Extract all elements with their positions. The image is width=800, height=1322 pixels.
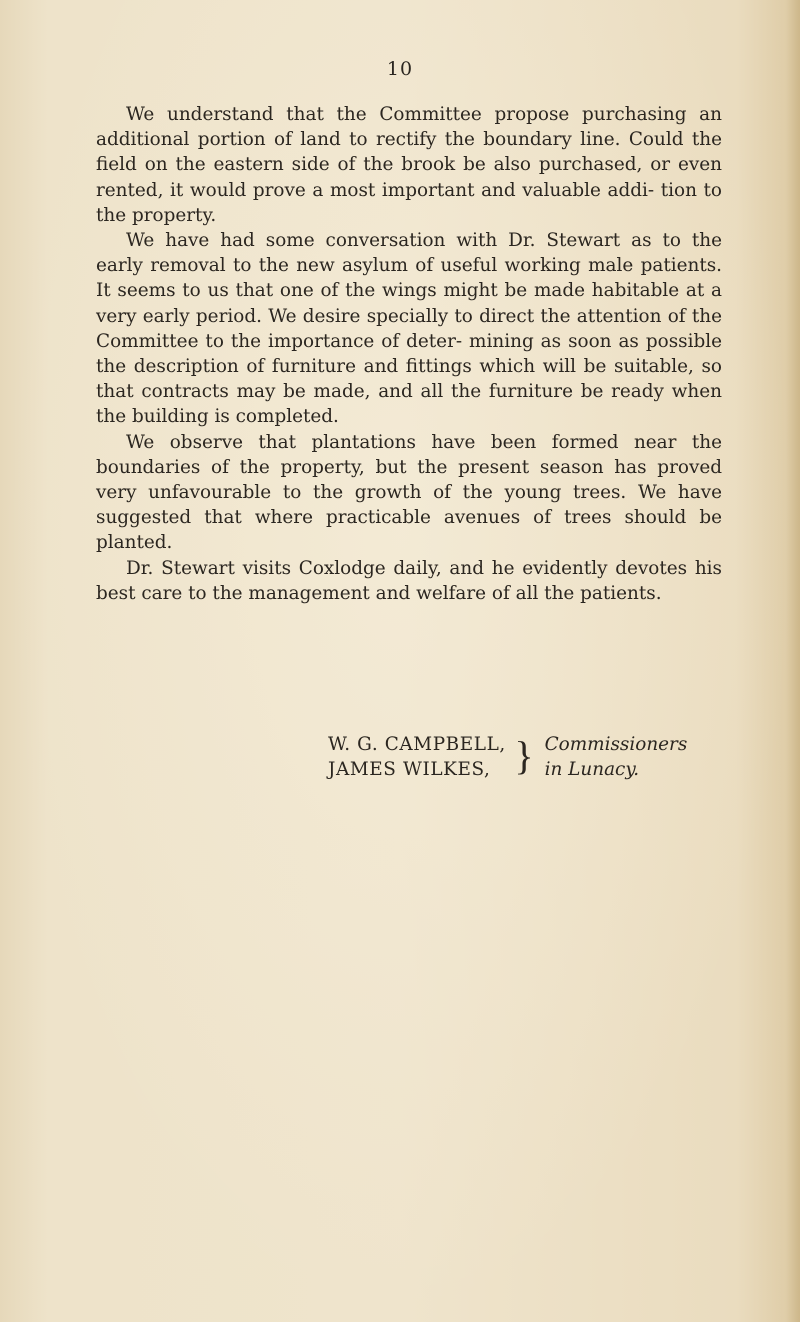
signatory-title: in Lunacy. <box>544 759 640 780</box>
report-body <box>96 102 722 606</box>
signatory-name: W. G. CAMPBELL, <box>328 734 506 755</box>
brace-icon: } <box>514 733 535 778</box>
paragraph-plantations: We observe that plantations have been formed near the boundaries of the property, but the present season has proved very unfavourable to the growth of the young trees. We have suggested that where practicable avenues of trees should be planted. <box>96 431 722 554</box>
page-number: 10 <box>386 58 414 80</box>
signatory-title: Commissioners <box>544 734 688 755</box>
signature-block <box>328 732 687 782</box>
page-edge-shadow <box>786 0 800 1322</box>
paragraph-patient-removal: We have had some conversation with Dr. Stewart as to the early removal to the new asylum of useful working male patients. It seems to us that one of the wings might be made habitable at a very early period. We desire specially to direct the attention of the Committee to the importance of deter- mining as soon as possible the description of furniture and fittings which will be suitable, so that contracts may be made, and all the furniture be ready when the building is completed. <box>96 230 722 428</box>
signatory-titles <box>545 732 688 782</box>
signatory-name: JAMES WILKES, <box>328 759 491 780</box>
signatory-names <box>328 732 506 782</box>
paragraph-land-purchase: We understand that the Committee propose purchasing an additional portion of land to rectify the boundary line. Could the field on the eastern side of the brook be also purchased, or even rented, it would prove a most important and valuable addi- tion to the property. <box>96 104 722 226</box>
paragraph-doctor-visits: Dr. Stewart visits Coxlodge daily, and he evidently devotes his best care to the management and welfare of all the patients. <box>96 557 722 604</box>
